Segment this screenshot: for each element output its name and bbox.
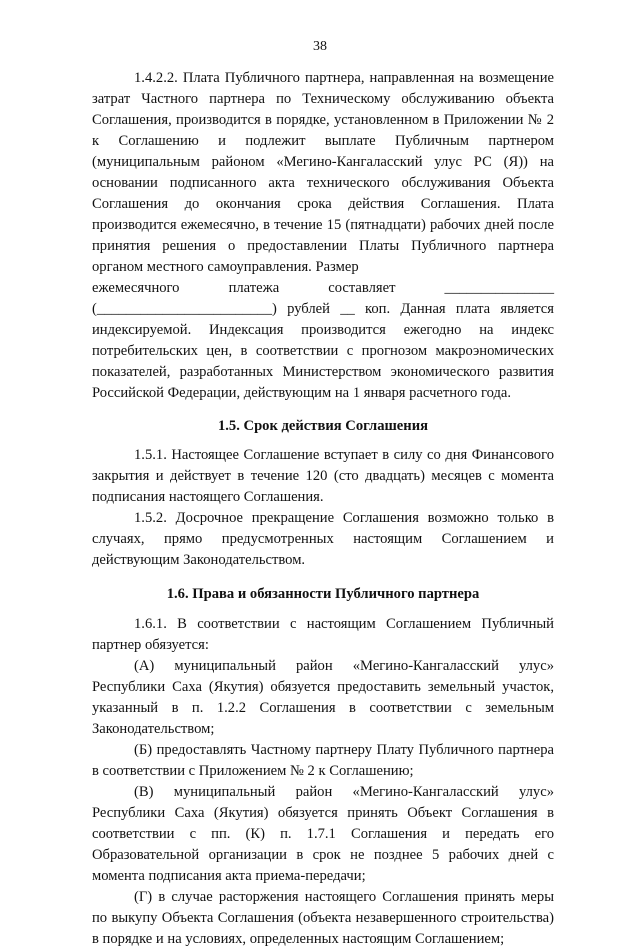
list-item-b: (Б) предоставлять Частному партнеру Плату Публичного партнера в соответствии с Приложением № 2 к Соглашению; <box>92 742 554 779</box>
page-content <box>92 68 554 950</box>
payment-amount-line: (________________________) рублей __ коп. Данная плата является <box>92 301 554 317</box>
paragraph-1-5-2: 1.5.2. Досрочное прекращение Соглашения возможно только в случаях, прямо предусмотренных настоящим Соглашением и действующим Законодательством. <box>92 510 554 568</box>
indexation-paragraph: индексируемой. Индексация производится ежегодно на индекс потребительских цен, в соответствии с прогнозом макроэномических показателей, разработанных Министерством экономического развития Российской Федерации, действующим на 1 января расчетного года. <box>92 322 554 401</box>
section-heading-1-6: 1.6. Права и обязанности Публичного партнера <box>166 586 480 602</box>
list-item-v: (В) муниципальный район «Мегино-Кангаласский улус» Республики Саха (Якутия) обязуется принять Объект Соглашения в соответствии с пп. (К) п. 1.7.1 Соглашения и передать его Образовательной организации в срок не позднее 5 рабочих дней с момента подписания акта приема-передачи; <box>92 784 554 884</box>
section-heading-1-5: 1.5. Срок действия Соглашения <box>217 418 428 434</box>
paragraph-1-5-1: 1.5.1. Настоящее Соглашение вступает в силу со дня Финансового закрытия и действует в течение 120 (сто двадцать) месяцев с момента подписания настоящего Соглашения. <box>92 447 554 505</box>
page-number: 38 <box>313 39 327 54</box>
payment-size-line: ежемесячного платежа составляет _______________ <box>92 280 554 296</box>
paragraph-1-4-2-2: 1.4.2.2. Плата Публичного партнера, направленная на возмещение затрат Частного партнера по Техническому обслуживанию объекта Соглашения, производится в порядке, установленном в Приложении № 2 к Соглашению и подлежит выплате Публичным партнером (муниципальным районом «Мегино-Кангаласский улус РС (Я)) на основании подписанного акта технического обслуживания Объекта Соглашения до окончания срока действия Соглашения. Плата производится ежемесячно, в течение 15 (пятнадцати) рабочих дней после принятия решения о предоставлении Платы Публичного партнера органом местного самоуправления. Размер <box>92 70 554 275</box>
list-item-g: (Г) в случае расторжения настоящего Соглашения принять меры по выкупу Объекта Соглашения (объекта незавершенного строительства) в порядке и на условиях, определенных настоящим Соглашением; <box>92 889 554 947</box>
list-item-a: (А) муниципальный район «Мегино-Кангаласский улус» Республики Саха (Якутия) обязуется предоставить земельный участок, указанный в п. 1.2.2 Соглашения в соответствии с земельным Законодательством; <box>92 658 554 737</box>
paragraph-1-6-1: 1.6.1. В соответствии с настоящим Соглашением Публичный партнер обязуется: <box>92 616 554 653</box>
